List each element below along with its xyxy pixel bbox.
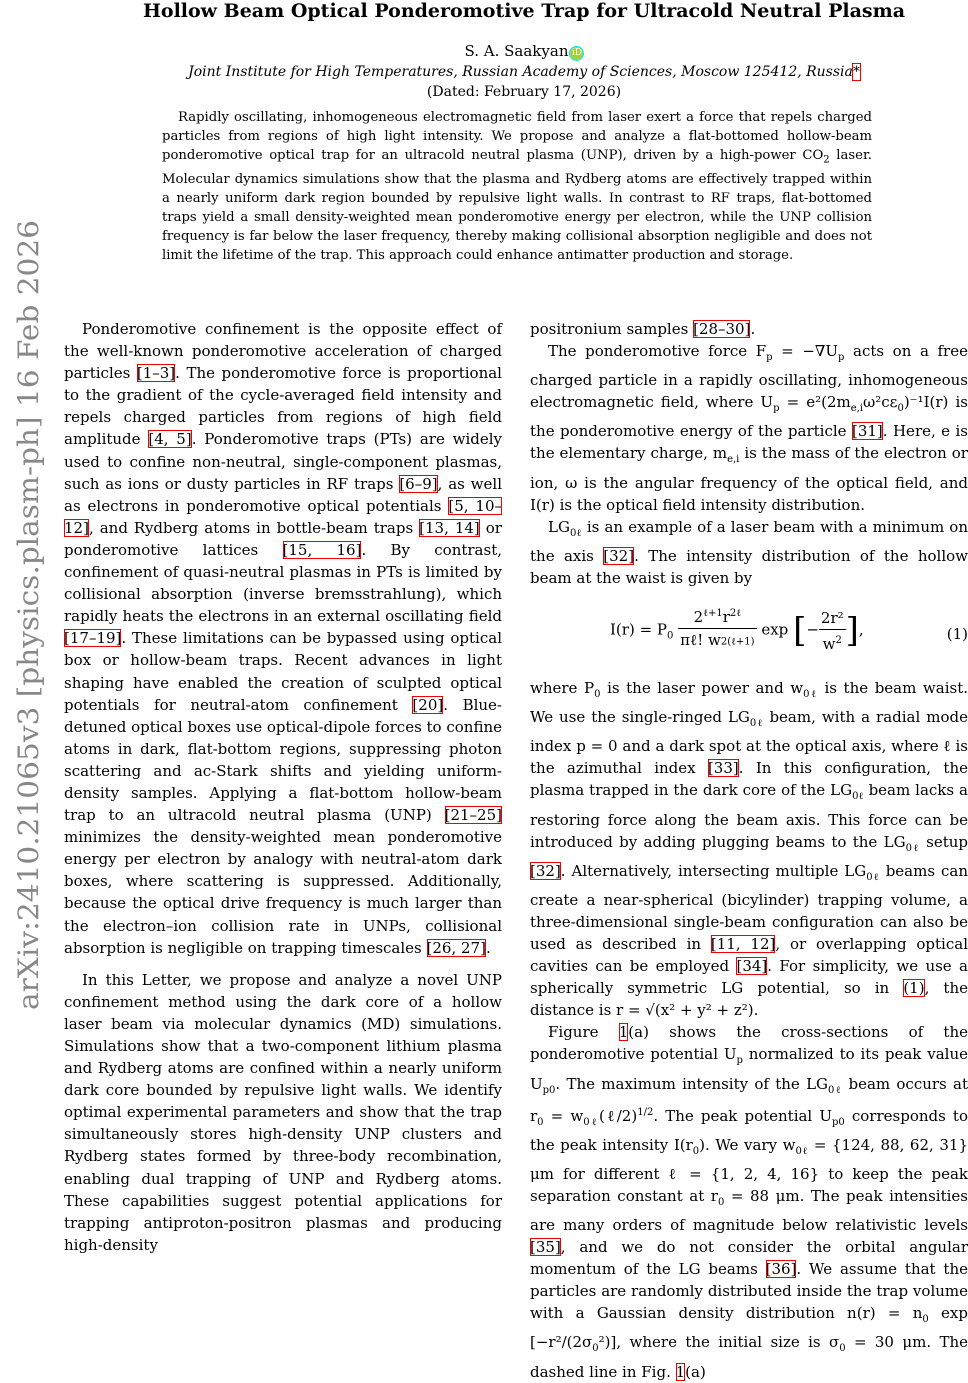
citation-link[interactable]: [1–3] <box>136 364 176 383</box>
paragraph-continued: positronium samples [28–30]. <box>530 320 756 338</box>
orcid-icon[interactable]: iD <box>571 48 583 58</box>
equation-1 <box>530 595 968 671</box>
citation-link[interactable]: [5, 10–12] <box>64 496 502 537</box>
citation-link[interactable]: [21–25] <box>444 806 502 825</box>
arxiv-stamp <box>0 0 58 1200</box>
citation-link[interactable]: [26, 27] <box>426 938 486 957</box>
paragraph-intro: Ponderomotive confinement is the opposite effect of the well-known ponderomotive acceleration of charged particles [1–3]. The ponderomotive force is proportional to the gradient of the cycle-averaged field intensity and repels charged particles from regions of high field amplitude [4, 5]. Ponderomotive traps (PTs) are widely used to confine non-neutral, single-component plasmas, such as ions or dusty particles in RF traps [6–9], as well as electrons in ponderomotive optical potentials [5, 10–12], and Rydberg atoms in bottle-beam traps [13, 14] or ponderomotive lattices [15, 16]. By contrast, confinement of quasi-neutral plasmas in PTs is limited by collisional absorption (inverse bremsstrahlung), which rapidly heats the electrons in an external oscillating field [17–19]. These limitations can be bypassed using optical box or hollow-beam traps. Recent advances in light shaping have enabled the creation of sculpted optical potentials for neutral-atom confinement [20]. Blue-detuned optical boxes use optical-dipole forces to confine atoms in dark, flat-bottom regions, suppressing photon scattering and ac-Stark shifts and yielding uniform-density samples. Applying a flat-bottom hollow-beam trap to an ultracold neutral plasma (UNP) [21–25] minimizes the density-weighted mean ponderomotive energy per electron by analogy with neutral-atom dark boxes, where scattering is suppressed. Additionally, because the optical drive frequency is much larger than the electron–ion collision rate in UNPs, collisional absorption is negligible on trapping timescales [26, 27]. <box>64 320 503 957</box>
paragraph-figure1: Figure 1(a) shows the cross-sections of the ponderomotive potential $U_p$ normalized to its peak value $U_{p0}$. The maximum intensity of the $LG_{0\ell}$ beam occurs at $r_0$ = $w_{0\ell}(\ell/2)^{1/2}$. The peak potential $U_{p0}$ corresponds to the peak intensity $I(r_0)$. We vary $w_{0\ell} = \{124$, 88, 62, 31} μm for different ℓ = {1, 2, 4, 16} to keep the peak separation constant at $r_0 = 88$ μm. The peak intensities are many orders of magnitude below relativistic levels [35], and we do not consider the orbital angular momentum of the LG beams [36]. We assume that the particles are randomly distributed inside the trap volume with a Gaussian density distribution $n(r) = n_0$ $\exp [-r^2/(2\sigma_0^2)]$, where the initial size is $\sigma_0 = 30$ μm. The dashed line in Fig. 1(a) <box>530 1023 968 1381</box>
citation-link[interactable]: [11, 12] <box>710 934 776 953</box>
arxiv-stamp-text: arXiv:2410.21065v3 [physics.plasm-ph] 16 Feb 2026 <box>12 262 45 1010</box>
paragraph-letter: In this Letter, we propose and analyze a novel UNP confinement method using the dark core of a hollow laser beam via molecular dynamics (MD) simulations. Simulations show that a two-component lithium plasma and Rydberg atoms are confined within a nearly uniform dark core bounded by repulsive light walls. We identify optimal experimental parameters and show that the trap simultaneously stores high-density UNP clusters and Rydberg states formed by three-body recombination, enabling dual trapping of UNP and Rydberg atoms. These capabilities suggest potential applications for trapping antiproton-positron plasmas and producing high-density <box>64 970 502 1254</box>
author-name: S. A. Saakyan <box>464 42 569 60</box>
author <box>80 42 968 60</box>
affiliation: Joint Institute for High Temperatures, Russian Academy of Sciences, Moscow 125412, Russia* <box>188 64 860 80</box>
citation-link[interactable]: [17–19] <box>64 629 122 648</box>
equation-fraction: $\frac{2^{\ell+1}r^{2\ell}}{\pi\ell! w_{^{2(\ell+1)}}}$ <box>678 603 756 658</box>
equation-body: $I(r) = P_0$ $\frac{2^{\ell+1}r^{2\ell}}{\pi\ell! w_{^{2(\ell+1)}}}$ exp [− $\frac{\text{2r²}}{w^2}$ ], <box>610 603 864 658</box>
abstract: Rapidly oscillating, inhomogeneous electromagnetic field from laser exert a force that repels charged particles from regions of high light intensity. We propose and analyze a flat-bottomed hollow-beam ponderomotive optical trap for an ultracold neutral plasma (UNP), driven by a high-power $CO_2$ laser. Molecular dynamics simulations show that the plasma and Rydberg atoms are effectively trapped within a nearly uniform dark region bounded by repulsive light walls. In contrast to RF traps, flat-bottomed traps yield a small density-weighted mean ponderomotive energy per electron, while the UNP collision frequency is far below the laser frequency, thereby making collisional absorption negligible and does not limit the lifetime of the trap. This approach could enhance antimatter production and storage. <box>162 110 873 264</box>
paragraph-force: The ponderomotive force $F_p = -\nabla U_p$ acts on a free charged particle in a rapidly oscillating, inhomogeneous electromagnetic field, where $U_p = e^2(2m_{e,i}\omega^2c\varepsilon_0)^{-1}I(r)$ is the ponderomotive energy of the particle [31]. Here, e is the elementary charge, $m_{e,i}$ is the mass of the electron or ion, ω is the angular frequency of the optical field, and I(r) is the optical field intensity distribution. <box>530 342 968 514</box>
equation-link[interactable]: (1) <box>903 979 925 998</box>
citation-link[interactable]: [6–9] <box>399 474 438 493</box>
citation-link[interactable]: [33] <box>707 759 739 778</box>
citation-link[interactable]: [13, 14] <box>419 518 480 537</box>
citation-link[interactable]: [20] <box>412 695 444 714</box>
paper-title: Hollow Beam Optical Ponderomotive Trap for Ultracold Neutral Plasma <box>142 0 906 22</box>
column-left <box>64 318 502 1256</box>
citation-link[interactable]: [15, 16] <box>282 540 362 559</box>
citation-link[interactable]: [32] <box>603 546 635 565</box>
citation-link[interactable]: [31] <box>851 422 883 441</box>
equation-number: (1) <box>946 625 968 644</box>
figure-link[interactable]: 1 <box>618 1023 629 1042</box>
citation-link[interactable]: [4, 5] <box>148 430 192 449</box>
column-right <box>530 318 968 1383</box>
paragraph-where: where $P_0$ is the laser power and $w_{0\ell}$ is the beam waist. We use the single-ringed $LG_{0\ell}$ beam, with a radial mode index p = 0 and a dark spot at the optical axis, where ℓ is the azimuthal index [33]. In this configuration, the plasma trapped in the dark core of the $LG_{0\ell}$ beam lacks a restoring force along the beam axis. This force can be introduced by adding plugging beams to the $LG_{0\ell}$ setup [32]. Alternatively, intersecting multiple $LG_{0\ell}$ beams can create a near-spherical (bicylinder) trapping volume, a three-dimensional single-beam configuration can also be used as described in [11, 12], or overlapping optical cavities can be employed [34]. For simplicity, we use a spherically symmetric LG potential, so in (1), the distance is r = √(x² + y² + z²). <box>530 679 968 1020</box>
footnote-mark[interactable]: * <box>852 64 860 80</box>
equation-inner-fraction: $\frac{\text{2r²}}{w^2}$ <box>819 607 846 655</box>
date: (Dated: February 17, 2026) <box>426 84 622 100</box>
citation-link[interactable]: [35] <box>530 1238 561 1257</box>
citation-link[interactable]: [32] <box>530 861 561 880</box>
citation-link[interactable]: [28–30] <box>693 320 751 338</box>
paragraph-lg-beam: $LG_{0\ell}$ is an example of a laser beam with a minimum on the axis [32]. The intensity distribution of the hollow beam at the waist is given by <box>530 517 968 587</box>
citation-link[interactable]: [36] <box>765 1260 797 1279</box>
figure-link[interactable]: 1 <box>675 1362 686 1381</box>
citation-link[interactable]: [34] <box>736 957 768 976</box>
